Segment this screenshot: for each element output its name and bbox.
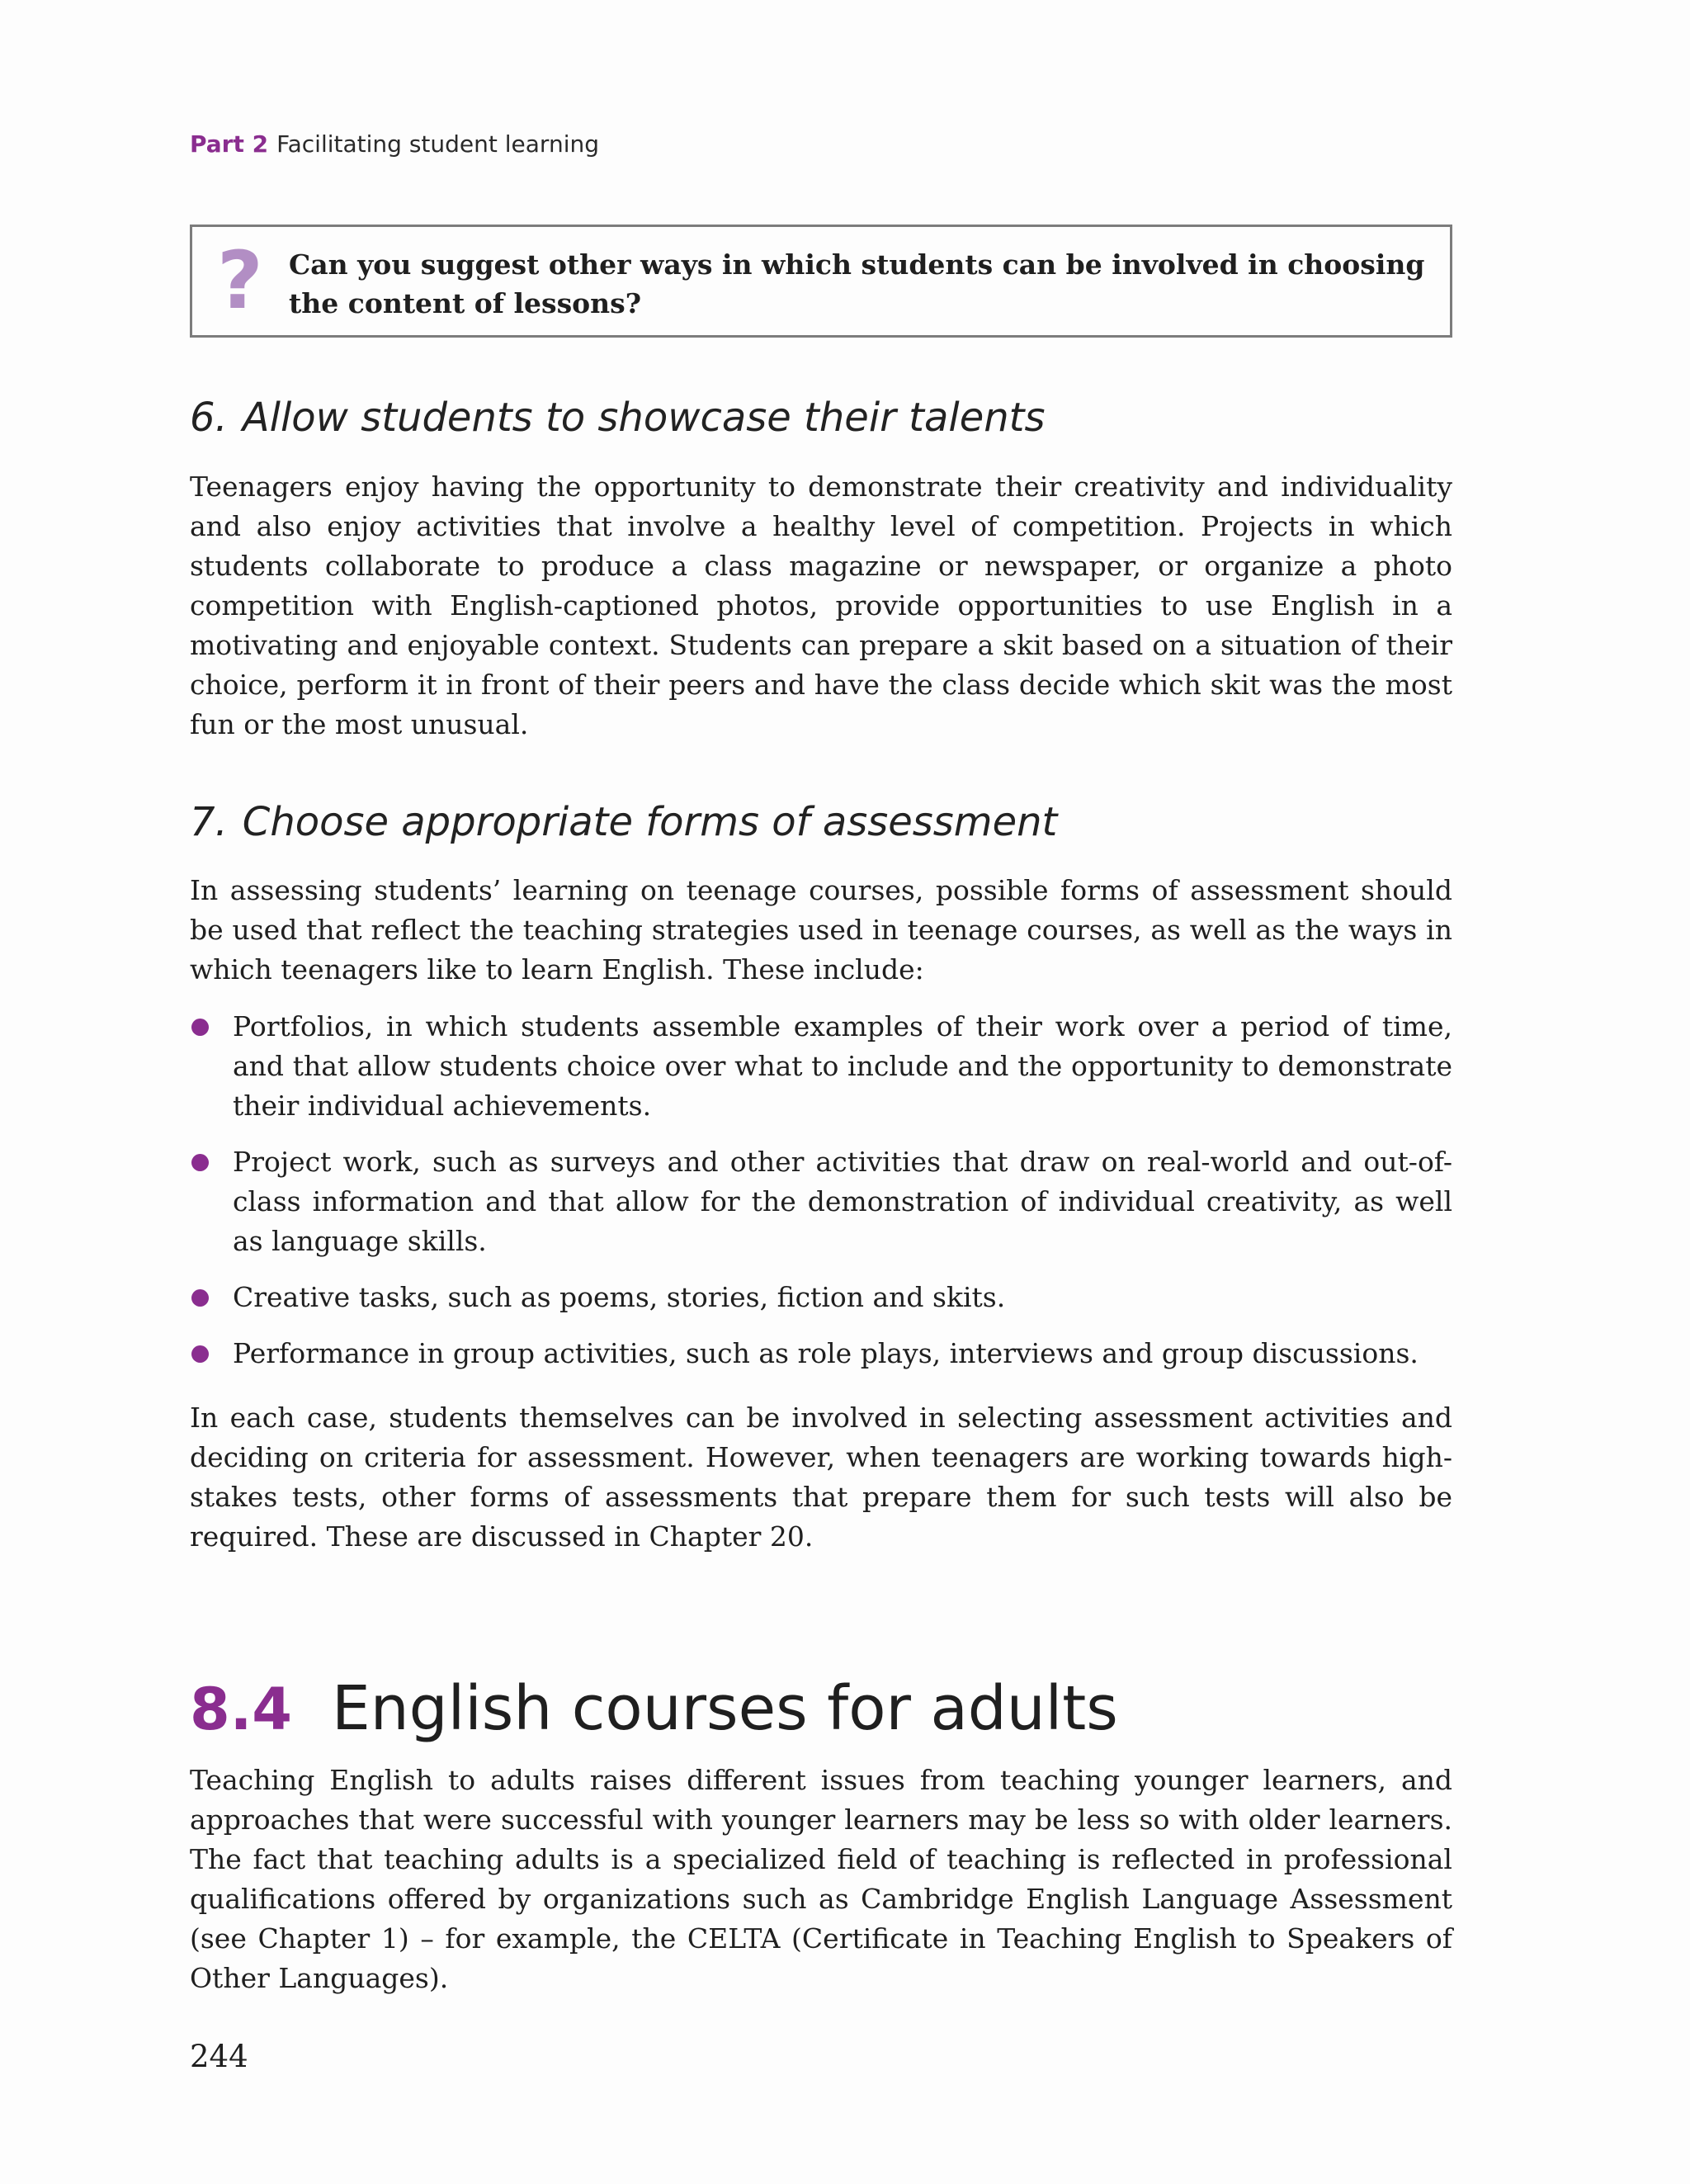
page-number: 244 xyxy=(190,2039,248,2074)
section-8-4-paragraph: Teaching English to adults raises different issues from teaching younger learners, and approaches that were successful with younger learners may be less so with older learners. The fact that teaching adults is a specialized field of teaching is reflected in professional qualifications offered by organizations such as Cambridge English Language Assessment (see Chapter 1) – for example, the CELTA (Certificate in Teaching English to Speakers of Other Languages). xyxy=(190,1764,1452,1994)
assessment-bullet-list xyxy=(190,1007,1452,1390)
list-item-text: Project work, such as surveys and other activities that draw on real-world and out-of-class information and that allow for the demonstration of individual creativity, as well as language skills. xyxy=(233,1146,1452,1257)
list-item xyxy=(190,1007,1452,1126)
section-6-paragraph: Teenagers enjoy having the opportunity to demonstrate their creativity and individuality and also enjoy activities that involve a healthy level of competition. Projects in which students collaborate to produce a class magazine or newspaper, or organize a photo competition with English-captioned photos, provide opportunities to use English in a motivating and enjoyable context. Students can prepare a skit based on a situation of their choice, perform it in front of their peers and have the class decide which skit was the most fun or the most unusual. xyxy=(190,470,1452,740)
list-item-text: Creative tasks, such as poems, stories, fiction and skits. xyxy=(233,1281,1006,1313)
section-7-number: 7. xyxy=(190,799,228,845)
running-head xyxy=(190,130,599,158)
section-6-title: Allow students to showcase their talents xyxy=(242,395,1046,441)
section-8-4-heading xyxy=(190,1667,1118,1766)
bullet-dot-icon xyxy=(191,1019,209,1036)
section-7-title: Choose appropriate forms of assessment xyxy=(242,799,1058,845)
bullet-dot-icon xyxy=(191,1154,209,1171)
section-7-closing: In each case, students themselves can be involved in selecting assessment activities and deciding on criteria for assessment. However, when teenagers are working towards high-stakes tests, other forms of assessments that prepare them for such tests will also be required. These are discussed in Chapter 20. xyxy=(190,1402,1452,1553)
section-7-intro: In assessing students’ learning on teenage courses, possible forms of assessment should be used that reflect the teaching strategies used in teenage courses, as well as the ways in which teenagers like to learn English. These include: xyxy=(190,874,1452,986)
section-6-heading xyxy=(190,393,1046,442)
section-title: English courses for adults xyxy=(332,1673,1118,1744)
reflection-question-text: Can you suggest other ways in which students can be involved in choosing the content of lessons? xyxy=(289,248,1425,319)
list-item xyxy=(190,1142,1452,1261)
list-item xyxy=(190,1278,1452,1317)
list-item-text: Performance in group activities, such as role plays, interviews and group discussions. xyxy=(233,1337,1419,1369)
section-number: 8.4 xyxy=(190,1676,293,1743)
bullet-dot-icon xyxy=(191,1289,209,1307)
running-head-title: Facilitating student learning xyxy=(276,130,599,158)
section-6-number: 6. xyxy=(190,395,228,441)
bullet-dot-icon xyxy=(191,1345,209,1363)
reflection-question-box xyxy=(190,225,1452,338)
running-head-part: Part 2 xyxy=(190,130,269,158)
question-mark-icon: ? xyxy=(217,234,263,327)
section-7-heading xyxy=(190,797,1057,847)
list-item-text: Portfolios, in which students assemble examples of their work over a period of time, and that allow students choice over what to include and the opportunity to demonstrate their individual achievements. xyxy=(233,1010,1452,1122)
list-item xyxy=(190,1334,1452,1373)
